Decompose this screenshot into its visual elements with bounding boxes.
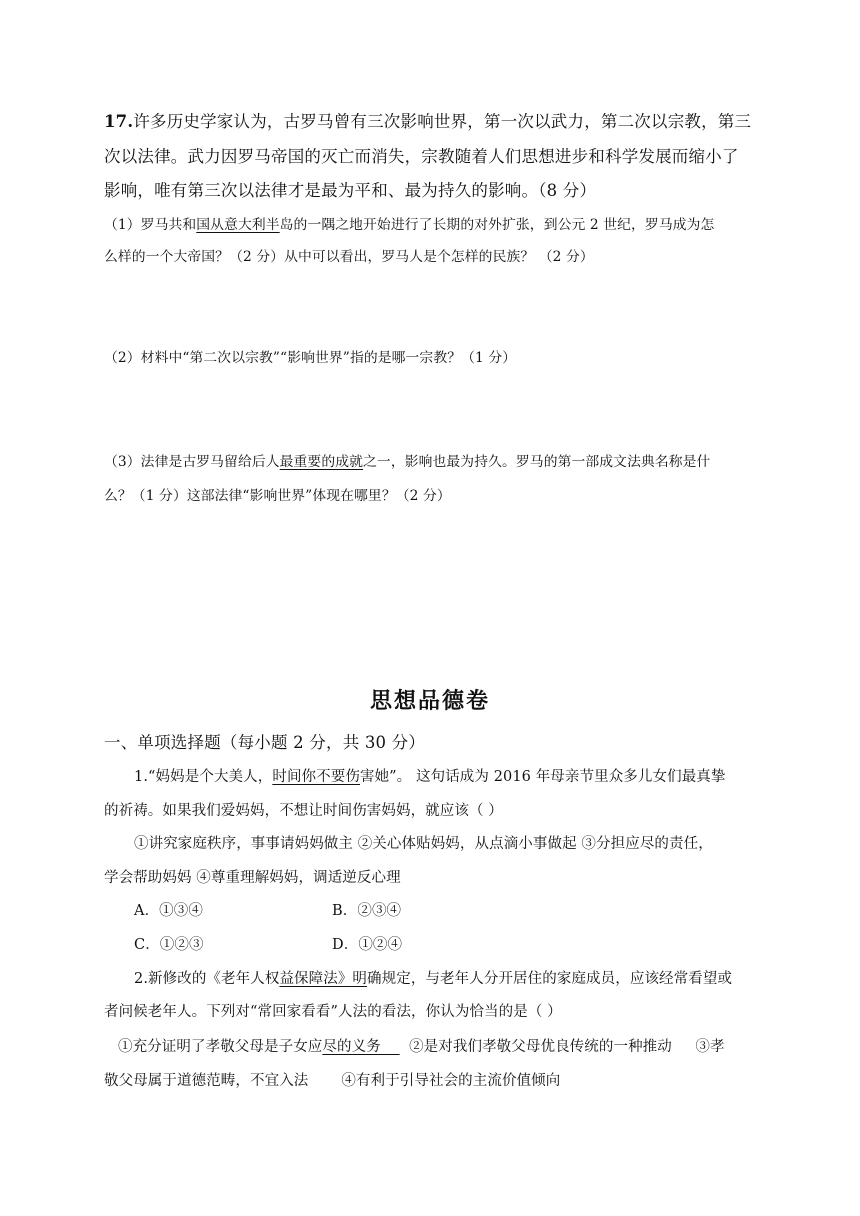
q17-line-2: 次以法律。武力因罗马帝国的灭亡而消失，宗教随着人们思想进步和科学发展而缩小了 — [104, 147, 739, 166]
q17-sub2: （2）材料中“第二次以宗教”“影响世界”指的是哪一宗教？（1 分） — [104, 350, 517, 366]
q2-options-line-2: 敬父母属于道德范畴，不宜入法 ④有利于引导社会的主流价值倾向 — [104, 1073, 561, 1089]
q1-choice-a: A．①③④ — [134, 903, 203, 919]
q17-sub1-line-1: （1）罗马共和国从意大利半岛的一隅之地开始进行了长期的对外扩张，到公元 2 世纪，罗马成为怎 — [104, 217, 715, 233]
section-title: 思想品德卷 — [369, 688, 490, 714]
q1-choice-b: B．②③④ — [332, 903, 402, 919]
q17-sub1-line-2: 么样的一个大帝国？（2 分）从中可以看出，罗马人是个怎样的民族？ （2 分） — [104, 249, 594, 265]
part1-heading: 一、单项选择题（每小题 2 分，共 30 分） — [104, 733, 426, 752]
q1-line-2: 的祈祷。如果我们爱妈妈，不想让时间伤害妈妈，就应该（ ） — [104, 803, 503, 819]
q2-options-line-1: ①充分证明了孝敬父母是子女应尽的义务 ②是对我们孝敬父母优良传统的一种推动 ③孝 — [118, 1039, 725, 1055]
q1-choice-c: C．①②③ — [134, 937, 204, 953]
q2-line-1: 2.新修改的《老年人权益保障法》明确规定，与老年人分开居住的家庭成员，应该经常看望或 — [134, 971, 733, 987]
q2-line-2: 者问候老年人。下列对“常回家看看”人法的看法，你认为恰当的是（ ） — [104, 1004, 562, 1020]
q1-choice-d: D．①②④ — [332, 937, 403, 953]
q17-line-1: 17.许多历史学家认为，古罗马曾有三次影响世界，第一次以武力，第二次以宗教，第三 — [104, 112, 752, 131]
q17-sub3-line-1: （3）法律是古罗马留给后人最重要的成就之一，影响也最为持久。罗马的第一部成文法典名称是什 — [104, 454, 711, 470]
q17-sub3-line-2: 么？（1 分）这部法律“影响世界”体现在哪里？（2 分） — [104, 488, 451, 504]
q17-line-3: 影响，唯有第三次以法律才是最为平和、最为持久的影响。（8 分） — [104, 181, 597, 200]
q1-line-1: 1.“妈妈是个大美人，时间你不要伤害她”。 这句话成为 2016 年母亲节里众多儿女们最真挚 — [134, 769, 726, 785]
q17-number: 17. — [104, 112, 134, 131]
q1-options-line-2: 学会帮助妈妈 ④尊重理解妈妈，调适逆反心理 — [104, 870, 401, 886]
q1-options-line-1: ①讲究家庭秩序，事事请妈妈做主 ②关心体贴妈妈，从点滴小事做起 ③分担应尽的责任， — [134, 836, 713, 852]
